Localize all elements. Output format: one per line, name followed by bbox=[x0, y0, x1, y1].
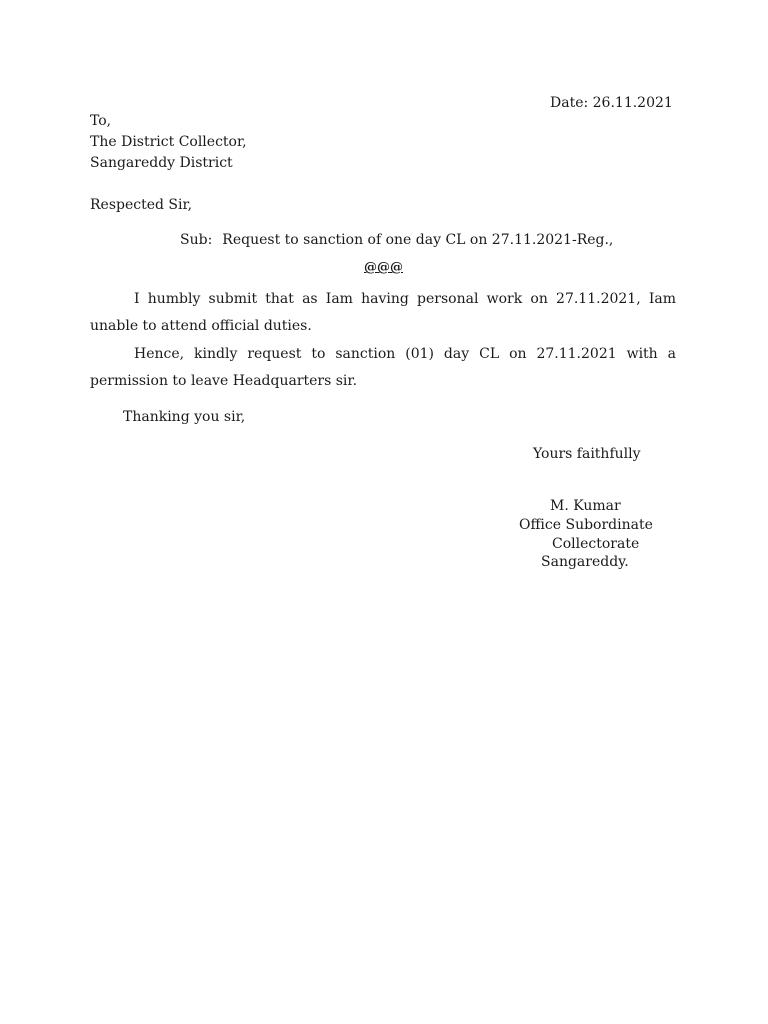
body-paragraph-1: I humbly submit that as Iam having personal work on 27.11.2021, Iam unable to attend official duties. bbox=[90, 291, 676, 334]
subject-text: Request to sanction of one day CL on 27.11.2021-Reg., bbox=[222, 232, 614, 248]
recipient-line-1: The District Collector, bbox=[90, 134, 247, 150]
closing-line: Yours faithfully bbox=[533, 446, 641, 462]
signature-place: Sangareddy. bbox=[541, 554, 629, 570]
salutation: Respected Sir, bbox=[90, 197, 193, 213]
subject-line bbox=[180, 231, 613, 249]
subject-label: Sub: bbox=[180, 232, 213, 248]
thanks-line: Thanking you sir, bbox=[123, 409, 246, 425]
separator-mark: @@@ bbox=[364, 260, 403, 275]
signature-title: Office Subordinate bbox=[519, 517, 653, 533]
signature-office: Collectorate bbox=[552, 536, 640, 552]
recipient-line-2: Sangareddy District bbox=[90, 155, 233, 171]
body-paragraph-2: Hence, kindly request to sanction (01) day CL on 27.11.2021 with a permission to leave Headquarters sir. bbox=[90, 346, 676, 389]
letter-date: Date: 26.11.2021 bbox=[550, 95, 673, 111]
recipient-to: To, bbox=[90, 113, 112, 129]
signature-name: M. Kumar bbox=[550, 498, 621, 514]
